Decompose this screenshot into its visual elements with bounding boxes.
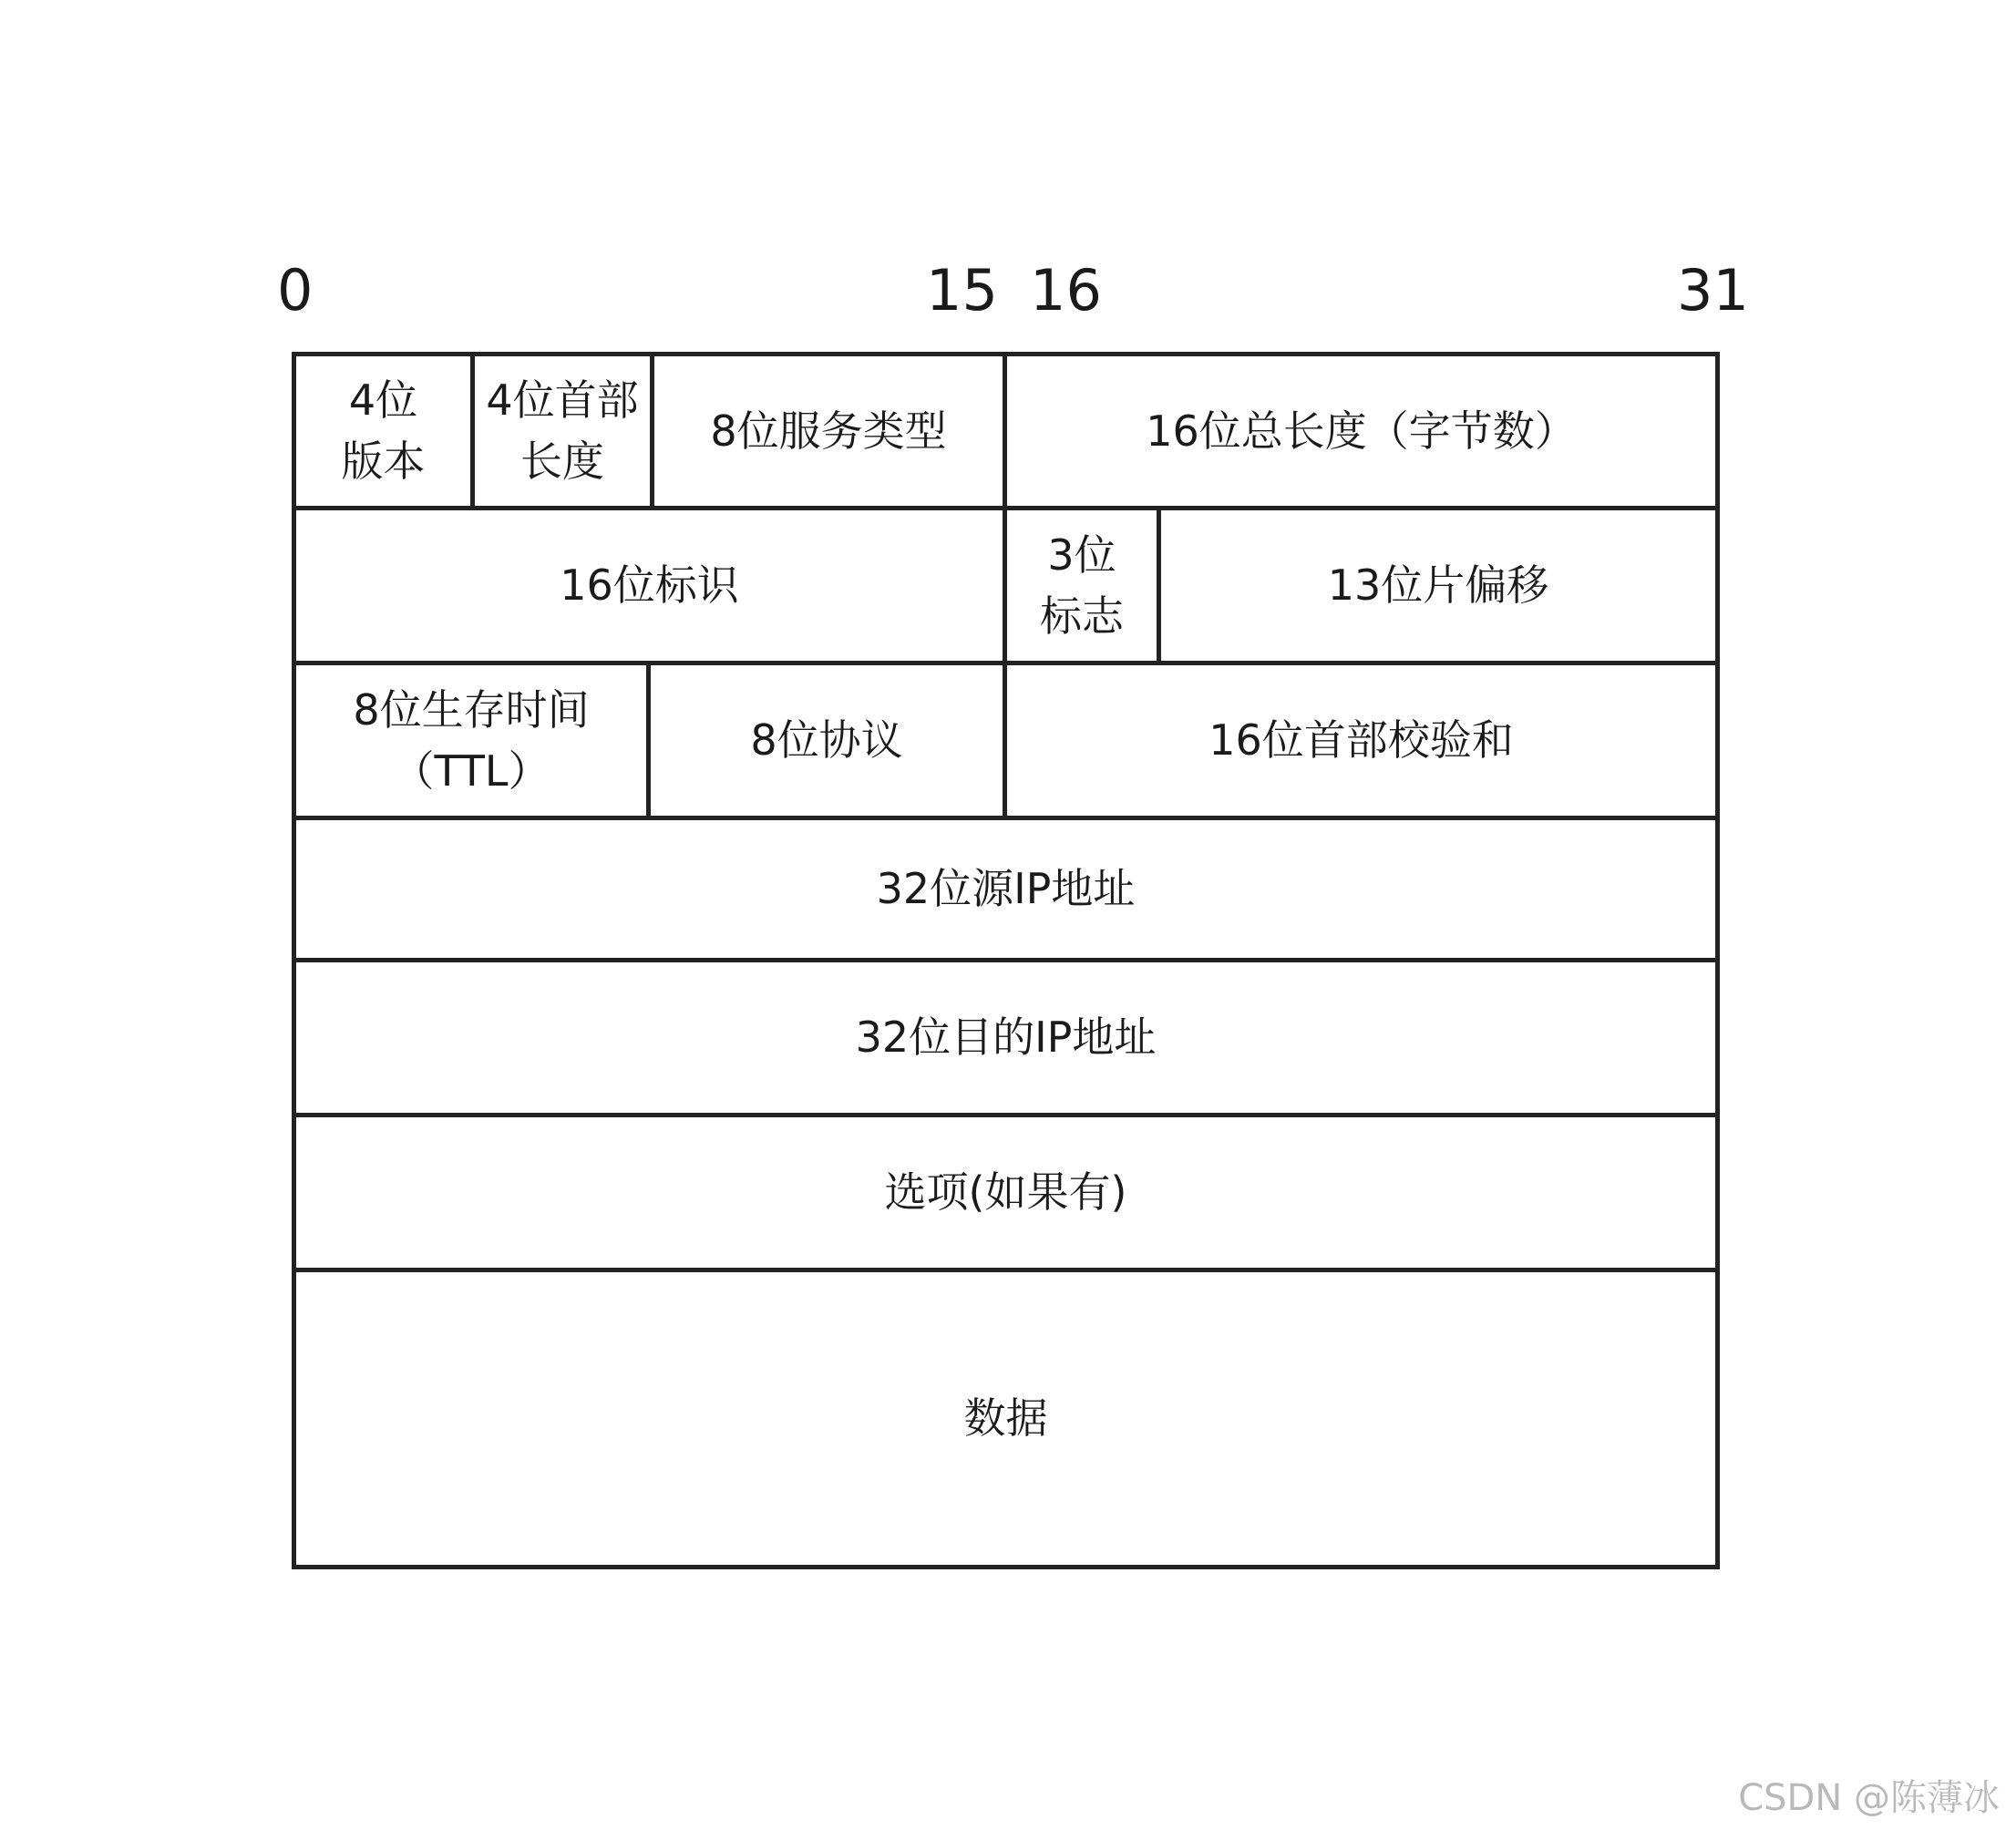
field-header-checksum: 16位首部校验和	[1209, 715, 1514, 766]
ip-header-diagram	[292, 352, 1720, 1569]
field-version: 4位 版本	[341, 375, 426, 486]
field-data: 数据	[963, 1393, 1048, 1444]
field-identification: 16位标识	[560, 560, 739, 611]
field-type-of-service: 8位服务类型	[710, 406, 947, 456]
field-options: 选项(如果有)	[884, 1167, 1127, 1218]
bit-label-0: 0	[277, 257, 314, 324]
field-fragment-offset: 13位片偏移	[1327, 560, 1549, 611]
field-total-length: 16位总长度（字节数）	[1146, 406, 1577, 456]
field-protocol: 8位协议	[750, 715, 903, 766]
bit-label-16: 16	[1030, 257, 1102, 324]
field-header-length: 4位首部 长度	[486, 375, 639, 486]
field-ttl: 8位生存时间 （TTL）	[353, 684, 590, 796]
bit-label-31: 31	[1677, 257, 1749, 324]
watermark: CSDN @陈薄冰	[1738, 1777, 2000, 1819]
bit-label-15: 15	[926, 257, 998, 324]
field-source-ip: 32位源IP地址	[876, 864, 1136, 914]
field-destination-ip: 32位目的IP地址	[855, 1013, 1157, 1063]
field-flags: 3位 标志	[1040, 529, 1124, 641]
